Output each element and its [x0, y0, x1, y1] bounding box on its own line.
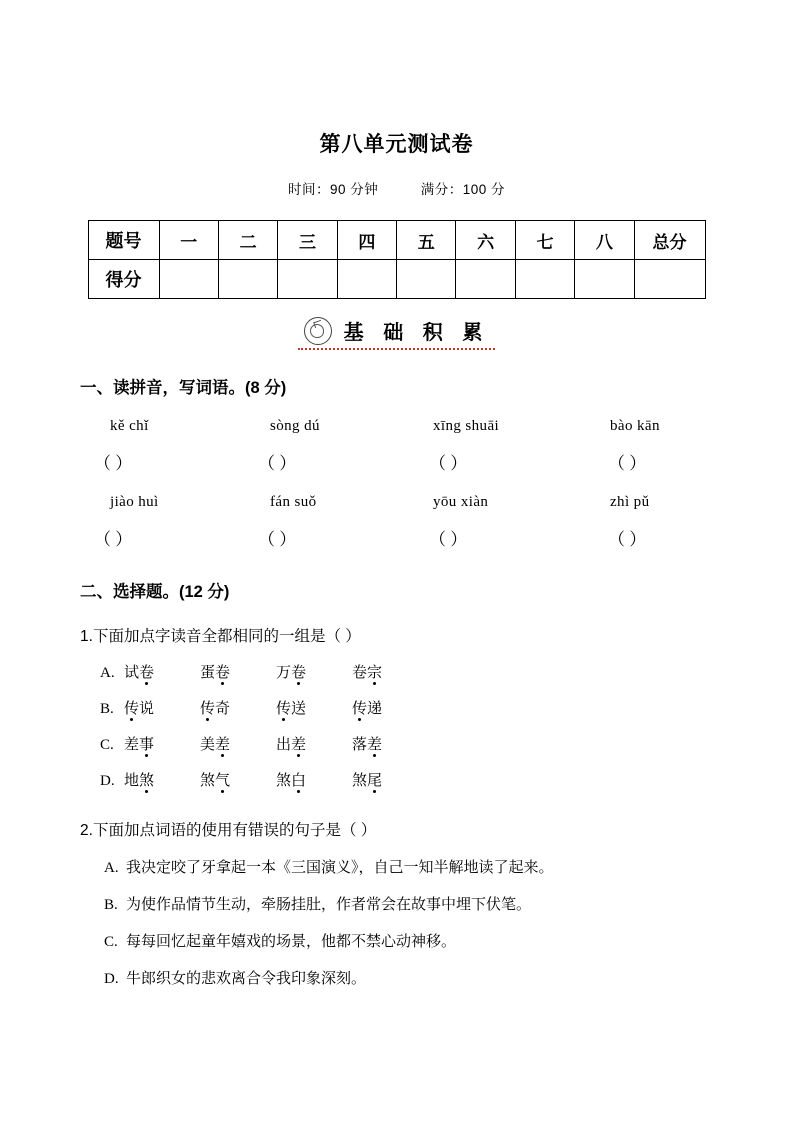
option-word: 蛋卷	[200, 664, 231, 681]
score-table-cell: 四	[337, 221, 396, 260]
option-a-q1[interactable]	[100, 661, 793, 682]
section-banner	[0, 316, 793, 350]
option-b-q2[interactable]	[104, 893, 793, 914]
option-word: 差事	[124, 736, 155, 753]
question-number: 1.	[80, 628, 93, 645]
pinyin-item: zhì pǔ	[610, 494, 650, 510]
option-c-q1[interactable]	[100, 733, 793, 754]
answer-blank[interactable]: （ ）	[258, 454, 297, 473]
total-score: 满分：100 分	[420, 182, 506, 197]
score-table-cell: 一	[159, 221, 218, 260]
option-a-q2[interactable]	[104, 856, 793, 877]
answer-row-1	[80, 449, 793, 474]
pinyin-item: yōu xiàn	[433, 494, 489, 510]
score-table-cell: 六	[456, 221, 515, 260]
option-label: D.	[104, 971, 119, 987]
answer-blank[interactable]: （ ）	[94, 454, 133, 473]
pinyin-row-1	[80, 418, 793, 435]
option-label: B.	[104, 897, 118, 913]
score-input-cell[interactable]	[575, 260, 634, 299]
question-2-stem	[80, 818, 793, 840]
pinyin-item: bào kān	[610, 418, 660, 434]
option-sentence: 我决定咬了牙拿起一本《三国演义》，自己一知半解地读了起来。	[126, 859, 554, 876]
option-b-q1[interactable]	[100, 697, 793, 718]
option-d-q1[interactable]	[100, 769, 793, 790]
answer-blank[interactable]: （ ）	[94, 530, 133, 549]
score-input-cell[interactable]	[397, 260, 456, 299]
score-table-cell: 三	[278, 221, 337, 260]
answer-row-2	[80, 525, 793, 550]
answer-blank[interactable]: （ ）	[258, 530, 297, 549]
score-table-cell: 总分	[634, 221, 705, 260]
time-limit: 时间：90 分钟	[287, 182, 379, 197]
pinyin-row-2	[80, 494, 793, 511]
score-input-cell[interactable]	[456, 260, 515, 299]
score-input-cell[interactable]	[218, 260, 277, 299]
question-text: 下面加点词语的使用有错误的句子是（ ）	[92, 822, 377, 839]
option-label: C.	[104, 934, 118, 950]
answer-blank[interactable]: （ ）	[429, 530, 468, 549]
score-input-cell[interactable]	[278, 260, 337, 299]
pen-circle-icon	[304, 317, 332, 345]
option-word: 地煞	[124, 772, 155, 789]
option-word: 试卷	[124, 664, 155, 681]
score-table-cell: 二	[218, 221, 277, 260]
option-word: 煞气	[200, 772, 231, 789]
option-word: 传说	[124, 700, 155, 717]
table-row-score	[88, 260, 705, 299]
answer-blank[interactable]: （ ）	[608, 454, 647, 473]
option-c-q2[interactable]	[104, 930, 793, 951]
section-banner-label: 基 础 积 累	[343, 322, 490, 344]
option-word: 传递	[352, 700, 383, 717]
exam-meta	[0, 178, 793, 198]
score-table-cell: 得分	[88, 260, 159, 299]
option-label: D.	[100, 773, 115, 789]
option-sentence: 每每回忆起童年嬉戏的场景，他都不禁心动神移。	[126, 933, 457, 950]
answer-blank[interactable]: （ ）	[608, 530, 647, 549]
option-word: 美差	[200, 736, 231, 753]
option-word: 煞白	[276, 772, 307, 789]
option-word: 传送	[276, 700, 307, 717]
option-label: A.	[100, 665, 115, 681]
option-sentence: 牛郎织女的悲欢离合令我印象深刻。	[126, 970, 367, 987]
pinyin-item: xīng shuāi	[433, 418, 500, 434]
score-input-cell[interactable]	[337, 260, 396, 299]
score-table	[88, 220, 706, 299]
question-text: 下面加点字读音全都相同的一组是（ ）	[92, 628, 361, 645]
answer-blank[interactable]: （ ）	[429, 454, 468, 473]
pinyin-item: jiào huì	[110, 494, 159, 510]
option-word: 煞尾	[352, 772, 383, 789]
pinyin-item: kě chǐ	[110, 418, 149, 434]
score-table-cell: 题号	[88, 221, 159, 260]
score-input-cell[interactable]	[515, 260, 574, 299]
option-word: 落差	[352, 736, 383, 753]
option-label: C.	[100, 737, 114, 753]
option-label: B.	[100, 701, 114, 717]
page-title: 第八单元测试卷	[319, 133, 474, 156]
option-d-q2[interactable]	[104, 967, 793, 988]
option-word: 传奇	[200, 700, 231, 717]
question-number: 2.	[80, 822, 93, 839]
score-table-cell: 七	[515, 221, 574, 260]
score-table-cell: 五	[397, 221, 456, 260]
pinyin-item: fán suǒ	[270, 494, 317, 510]
score-table-cell: 八	[575, 221, 634, 260]
score-input-cell[interactable]	[634, 260, 705, 299]
section-2-heading: 二、选择题。(12 分)	[80, 583, 230, 601]
score-input-cell[interactable]	[159, 260, 218, 299]
section-1-heading: 一、读拼音，写词语。(8 分)	[80, 379, 287, 397]
option-word: 出差	[276, 736, 307, 753]
option-word: 万卷	[276, 664, 307, 681]
pinyin-item: sòng dú	[270, 418, 320, 434]
question-1-stem	[80, 624, 793, 646]
option-label: A.	[104, 860, 119, 876]
table-row-header	[88, 221, 705, 260]
option-sentence: 为使作品情节生动，牵肠挂肚，作者常会在故事中埋下伏笔。	[126, 896, 532, 913]
option-word: 卷宗	[352, 664, 383, 681]
